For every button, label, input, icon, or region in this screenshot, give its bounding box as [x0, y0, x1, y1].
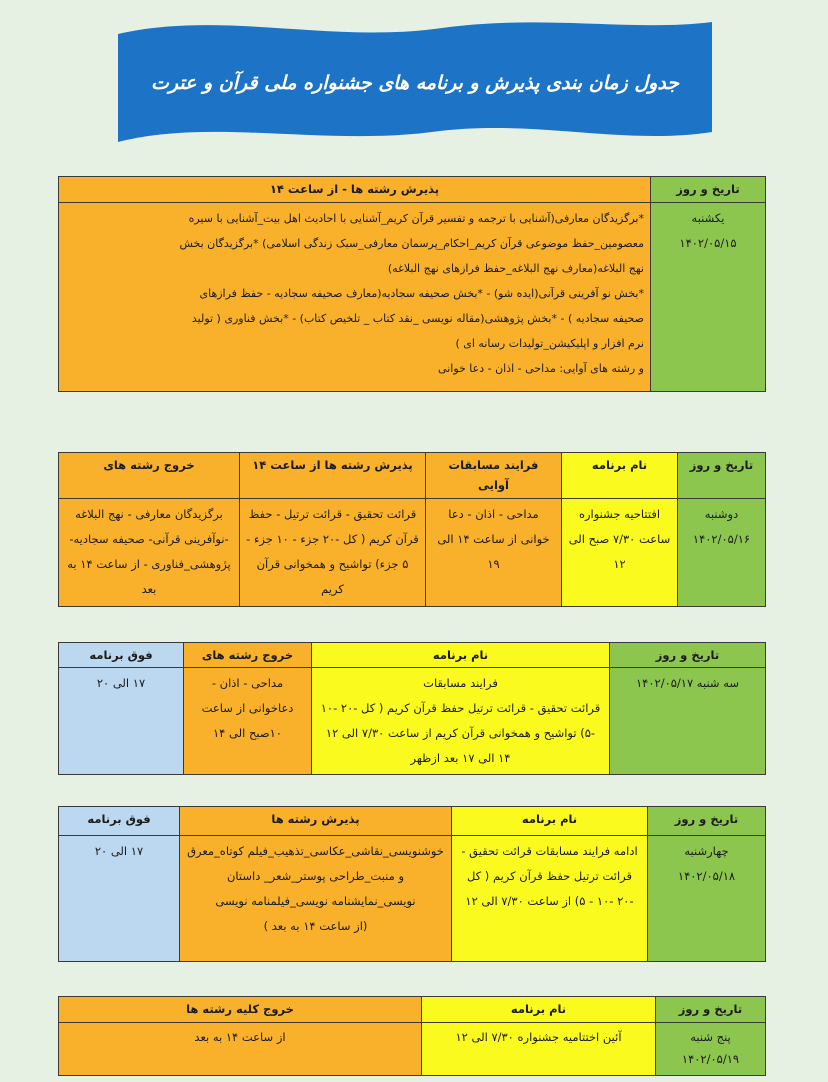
date-label: ۱۴۰۲/۰۵/۱۹: [681, 1051, 740, 1066]
cell-accept: [180, 836, 452, 962]
schedule-tuesday: [58, 642, 766, 775]
cell-program-name: آئین اختتامیه جشنواره ۷/۳۰ الی ۱۲: [422, 1022, 656, 1075]
header-name: نام برنامه: [312, 643, 610, 668]
day-label: پنج شنبه: [690, 1029, 731, 1044]
cell-date: [651, 202, 766, 391]
cell-accept: قرائت تحقیق - قرائت ترتیل - حفظ قرآن کریم ( کل -۲۰ جزء - ۱۰ جزء - ۵ جزء) تواشیح و همخوانی قرآن کریم: [240, 498, 426, 606]
date-label: ۱۴۰۲/۰۵/۱۶: [692, 531, 751, 546]
list-line: و رشته های آوایی: مداحی - اذان - دعا خوانی: [438, 361, 644, 375]
cell-date: [656, 1022, 766, 1075]
day-label: یکشنبه: [691, 210, 725, 225]
header-date: تاریخ و روز: [678, 453, 766, 499]
accept-list: خوشنویسی_نقاشی_عکاسی_تذهیب_فیلم کوتاه_معرق و منبت_طراحی پوستر_شعر_ داستان نویسی_نمایشنامه نویسی_فیلمنامه نویسی: [187, 844, 444, 909]
header-name: نام برنامه: [452, 807, 648, 836]
list-line: معصومین_حفظ موضوعی قرآن کریم_احکام_پرسمان معارفی_سبک زندگی اسلامی) *برگزیدگان بخش: [179, 236, 644, 250]
list-line: *بخش نو آفرینی قرآنی(ایده شو) - *بخش صحیفه سجادیه(معارف صحیفه سجادیه - حفظ فرازهای: [199, 286, 644, 300]
header-date: تاریخ و روز: [648, 807, 766, 836]
day-label: چهارشنبه: [684, 844, 729, 859]
page-title: جدول زمان بندی پذیرش و برنامه های جشنواره ملی قرآن و عترت: [150, 72, 680, 94]
header-accept: پذیرش رشته ها از ساعت ۱۴: [240, 453, 426, 499]
program-body: قرائت تحقیق - قرائت ترتیل حفظ قرآن کریم ( کل -۲۰ -۱۰ -۵) تواشیح و همخوانی قرآن کریم از ساعت ۷/۳۰ الی ۱۲ ۱۴ الی ۱۷ بعد ازظهر: [320, 701, 601, 765]
header-name: نام برنامه: [422, 997, 656, 1023]
cell-program-name: ادامه فرایند مسابقات قرائت تحقیق - قرائت ترتیل حفظ قرآن کریم ( کل -۲۰ -۱۰ - ۵) از ساعت ۷/۳۰ الی ۱۲: [452, 836, 648, 962]
list-line: نهج البلاغه(معارف نهج البلاغه_حفظ فرازهای نهج البلاغه): [387, 261, 644, 275]
cell-exit: برگزیدگان معارفی - نهج البلاغه -نوآفرینی قرآنی- صحیفه سجادیه- پژوهشی_فناوری - از ساعت ۱۴ به بعد: [59, 498, 240, 606]
header-process: فرایند مسابقات آوایی: [426, 453, 562, 499]
schedule-thursday: [58, 996, 766, 1076]
header-extra: فوق برنامه: [59, 643, 184, 668]
schedule-sunday: [58, 176, 766, 392]
cell-date: [678, 498, 766, 606]
title-banner: [112, 14, 718, 146]
cell-accept-list: [59, 202, 651, 391]
cell-exit: مداحی - اذان - دعاخوانی از ساعت ۱۰صبح الی ۱۴: [184, 668, 312, 775]
cell-process: مداحی - اذان - دعا خوانی از ساعت ۱۴ الی ۱۹: [426, 498, 562, 606]
day-label: دوشنبه: [704, 506, 739, 521]
cell-extra: ۱۷ الی ۲۰: [59, 668, 184, 775]
list-line: صحیفه سجادیه ) - *بخش پژوهشی(مقاله نویسی _نقد کتاب _ تلخیص کتاب) - *بخش فناوری ( تولید: [191, 311, 644, 325]
header-exit: خروج رشته های: [184, 643, 312, 668]
header-exit: خروج کلیه رشته ها: [59, 997, 422, 1023]
schedule-wednesday: [58, 806, 766, 962]
cell-date: سه شنبه ۱۴۰۲/۰۵/۱۷: [610, 668, 766, 775]
cell-date: [648, 836, 766, 962]
cell-extra: ۱۷ الی ۲۰: [59, 836, 180, 962]
header-accept: پذیرش رشته ها: [180, 807, 452, 836]
schedule-monday: [58, 452, 766, 607]
date-label: ۱۴۰۲/۰۵/۱۵: [679, 235, 737, 250]
cell-exit: از ساعت ۱۴ به بعد: [59, 1022, 422, 1075]
header-exit: خروج رشته های: [59, 453, 240, 499]
header-date: تاریخ و روز: [651, 177, 766, 203]
list-line: نرم افزار و اپلیکیشن_تولیدات رسانه ای ): [455, 336, 644, 350]
program-title: فرایند مسابقات: [423, 676, 498, 690]
header-date: تاریخ و روز: [610, 643, 766, 668]
cell-program-name: [312, 668, 610, 775]
header-name: نام برنامه: [562, 453, 678, 499]
date-label: ۱۴۰۲/۰۵/۱۸: [677, 869, 736, 884]
header-accept: پذیرش رشته ها - از ساعت ۱۴: [59, 177, 651, 203]
header-extra: فوق برنامه: [59, 807, 180, 836]
header-date: تاریخ و روز: [656, 997, 766, 1023]
accept-time: (از ساعت ۱۴ به بعد ): [263, 919, 368, 934]
cell-program-name: افتتاحیه جشنواره ساعت ۷/۳۰ صبح الی ۱۲: [562, 498, 678, 606]
list-line: *برگزیدگان معارفی(آشنایی با ترجمه و تفسیر قرآن کریم_آشنایی با احادیث اهل بیت_آشنایی با سیره: [188, 211, 644, 225]
